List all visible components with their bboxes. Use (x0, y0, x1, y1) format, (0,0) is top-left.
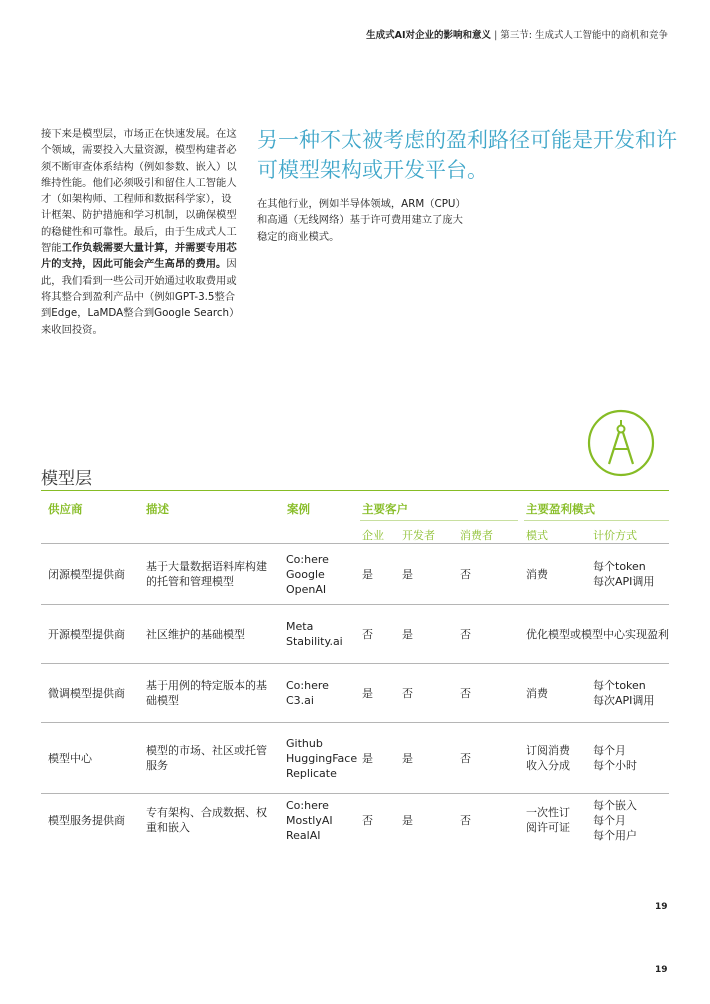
row5-provider: 模型服务提供商 (48, 813, 125, 827)
row1-developer: 是 (402, 567, 413, 581)
revenue-subrule (524, 520, 669, 521)
row1-pricing-2: 每次API调用 (593, 575, 655, 588)
row3-pricing (593, 664, 669, 722)
row3-enterprise: 是 (362, 686, 373, 700)
row5-consumer: 否 (460, 813, 471, 827)
left-paragraph-bold: 工作负载需要大量计算，并需要专用芯片的支持，因此可能会产生高昂的费用。 (41, 242, 237, 271)
row5-example-1: Co:here (286, 798, 329, 812)
row2-model: 优化模型或模型中心实现盈利 (526, 627, 669, 641)
row1-consumer: 否 (460, 567, 471, 581)
row2-developer: 是 (402, 627, 413, 641)
row2-example-1: Meta (286, 620, 314, 633)
row3-developer: 否 (402, 686, 413, 700)
row4-enterprise: 是 (362, 751, 373, 765)
row3-example-2: C3.ai (286, 694, 314, 707)
row4-provider: 模型中心 (48, 751, 92, 765)
subheader-model: 模式 (526, 529, 548, 542)
table-title: 模型层 (41, 469, 92, 489)
row5-pricing-1: 每个嵌入 (593, 798, 637, 812)
row3-model: 消费 (526, 686, 548, 700)
header-provider: 供应商 (48, 502, 83, 516)
subheader-developer: 开发者 (402, 529, 435, 542)
right-paragraph: 在其他行业，例如半导体领域，ARM（CPU）和高通（无线网络）基于许可费用建立了庞大稳定的商业模式。 (257, 198, 466, 243)
header-revenue: 主要盈利模式 (526, 502, 595, 516)
header-examples: 案例 (287, 502, 310, 516)
row5-example-2: MostlyAI (286, 813, 333, 827)
row3-pricing-2: 每次API调用 (593, 694, 655, 707)
row4-developer: 是 (402, 751, 413, 765)
row1-example-3: OpenAI (286, 582, 327, 596)
header-description: 描述 (146, 502, 169, 516)
row2-examples (286, 605, 358, 663)
row1-pricing (593, 544, 669, 604)
row3-consumer: 否 (460, 686, 471, 700)
row5-examples (286, 794, 358, 846)
pull-quote-headline: 另一种不太被考虑的盈利路径可能是开发和许可模型架构或开发平台。 (257, 128, 677, 182)
row1-model: 消费 (526, 567, 548, 581)
row1-enterprise: 是 (362, 567, 373, 581)
row1-pricing-1: 每个token (593, 560, 646, 573)
row5-description: 专有架构、合成数据、权重和嵌入 (146, 806, 267, 834)
customers-subrule (360, 520, 518, 521)
page-number-lower: 19 (655, 965, 668, 975)
header-customers: 主要客户 (362, 502, 408, 516)
subheader-enterprise: 企业 (362, 529, 384, 542)
row2-example-2: Stability.ai (286, 635, 343, 648)
row3-description: 基于用例的特定版本的基础模型 (146, 679, 267, 707)
page-number-upper: 19 (655, 902, 668, 912)
subheader-pricing: 计价方式 (593, 529, 637, 542)
row5-developer: 是 (402, 813, 413, 827)
left-paragraph-part1: 接下来是模型层，市场正在快速发展。在这个领域，需要投入大量资源，模型构建者必须不断审查体系结构（例如参数、嵌入）以维持性能。他们必须吸引和留住人工智能人才（如架构师、工程师和数据科学家），设计框架、防护措施和学习机制，以确保模型的稳健性和可靠性。最后，由于生成式人工智能 (41, 128, 237, 255)
row4-pricing (593, 723, 669, 793)
row1-example-2: Google (286, 567, 325, 581)
running-header (366, 27, 668, 41)
row3-provider: 微调模型提供商 (48, 686, 125, 700)
row2-description: 社区维护的基础模型 (146, 627, 245, 641)
row3-example-1: Co:here (286, 679, 329, 692)
row2-provider: 开源模型提供商 (48, 627, 125, 641)
row3-examples (286, 664, 358, 722)
row1-provider: 闭源模型提供商 (48, 567, 125, 581)
row4-pricing-1: 每个月 (593, 744, 626, 757)
row4-examples (286, 723, 358, 793)
row2-consumer: 否 (460, 627, 471, 641)
row4-description: 模型的市场、社区或托管服务 (146, 744, 267, 772)
row2-enterprise: 否 (362, 627, 373, 641)
subheader-consumer: 消费者 (460, 529, 493, 542)
row4-example-1: Github (286, 736, 323, 750)
row4-model: 订阅消费收入分成 (526, 744, 570, 772)
left-paragraph (41, 126, 241, 338)
row4-consumer: 否 (460, 751, 471, 765)
row5-pricing (593, 794, 669, 846)
row1-example-1: Co:here (286, 552, 329, 566)
row5-model: 一次性订阅许可证 (526, 806, 570, 834)
left-paragraph-part2: 因此，我们看到一些公司开始通过收取费用或将其整合到盈利产品中（例如GPT-3.5整合到Edge，LaMDA整合到Google Search）来收回投资。 (41, 258, 240, 336)
compass-icon (586, 408, 656, 478)
header-title: 生成式AI对企业的影响和意义 (366, 30, 492, 41)
header-section: 第三节: 生成式人工智能中的商机和竞争 (500, 30, 668, 41)
row1-description: 基于大量数据语料库构建的托管和管理模型 (146, 560, 267, 588)
row5-pricing-3: 每个用户 (593, 828, 637, 842)
header-separator: | (494, 30, 498, 41)
row3-pricing-1: 每个token (593, 679, 646, 692)
row5-enterprise: 否 (362, 813, 373, 827)
row4-example-2: HuggingFace (286, 751, 358, 765)
row5-example-3: RealAI (286, 828, 321, 842)
row5-pricing-2: 每个月 (593, 813, 626, 827)
row4-pricing-2: 每个小时 (593, 759, 637, 772)
row1-examples (286, 544, 358, 604)
row4-example-3: Replicate (286, 766, 337, 780)
table-top-rule (41, 490, 669, 491)
